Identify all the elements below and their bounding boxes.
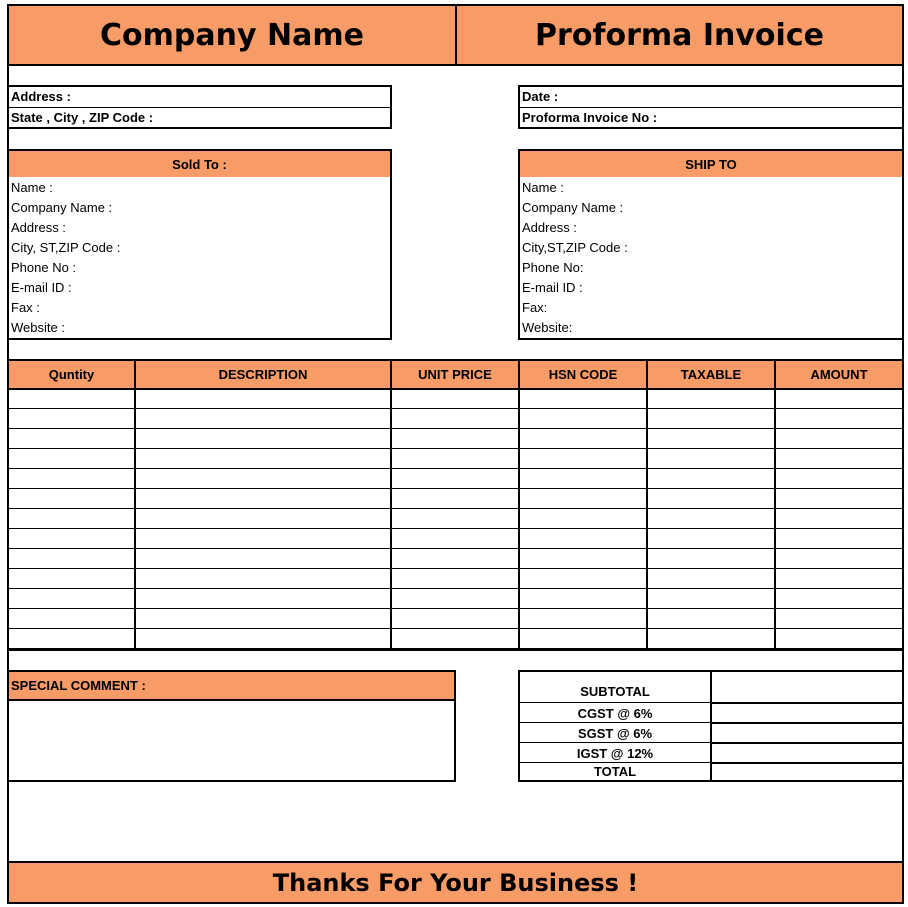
col-header-amount: AMOUNT <box>810 367 868 382</box>
table-cell[interactable] <box>392 549 520 569</box>
table-cell[interactable] <box>776 469 902 489</box>
company-name: Company Name <box>100 17 364 53</box>
divider <box>520 742 902 743</box>
table-cell[interactable] <box>520 409 648 429</box>
invoice-no-label: Proforma Invoice No : <box>522 110 658 125</box>
table-cell[interactable] <box>136 429 392 449</box>
sold-to-address-label: Address : <box>11 220 66 235</box>
ship-to-name-label: Name : <box>522 180 564 195</box>
sold-to-box <box>7 177 392 340</box>
table-cell[interactable] <box>9 609 136 629</box>
table-cell[interactable] <box>520 629 648 649</box>
table-cell[interactable] <box>648 549 776 569</box>
total-value[interactable] <box>712 763 902 780</box>
table-cell[interactable] <box>136 469 392 489</box>
sold-to-title-cell <box>7 149 392 179</box>
special-comment-label: SPECIAL COMMENT : <box>11 678 146 693</box>
sold-to-company-label: Company Name : <box>11 200 113 215</box>
ship-to-title: SHIP TO <box>685 156 737 172</box>
table-cell[interactable] <box>392 429 520 449</box>
ship-to-address-label: Address : <box>522 220 577 235</box>
sold-to-website-label: Website : <box>11 320 65 335</box>
table-row <box>9 389 902 409</box>
table-cell[interactable] <box>136 489 392 509</box>
table-cell[interactable] <box>776 549 902 569</box>
footer-cell <box>7 861 904 904</box>
sgst-value[interactable] <box>712 723 902 744</box>
table-row <box>9 469 902 489</box>
ship-to-website-label: Website: <box>522 320 573 335</box>
table-cell[interactable] <box>9 449 136 469</box>
table-cell[interactable] <box>392 529 520 549</box>
table-cell[interactable] <box>392 589 520 609</box>
table-cell[interactable] <box>520 449 648 469</box>
table-cell[interactable] <box>648 489 776 509</box>
table-cell[interactable] <box>136 389 392 409</box>
table-cell[interactable] <box>776 449 902 469</box>
sold-to-email-label: E-mail ID : <box>11 280 72 295</box>
table-cell[interactable] <box>520 609 648 629</box>
ship-to-company-label: Company Name : <box>522 200 624 215</box>
table-cell[interactable] <box>136 409 392 429</box>
table-cell[interactable] <box>392 489 520 509</box>
seller-address-label: Address : <box>11 89 71 104</box>
seller-state-city-zip-label: State , City , ZIP Code : <box>11 110 154 125</box>
table-row <box>9 589 902 609</box>
sold-to-name-label: Name : <box>11 180 53 195</box>
table-cell[interactable] <box>392 569 520 589</box>
sold-to-title: Sold To : <box>172 156 227 172</box>
table-row <box>9 569 902 589</box>
doc-title-cell <box>455 4 904 66</box>
table-cell[interactable] <box>520 389 648 409</box>
invoice-meta-box <box>518 85 904 129</box>
table-cell[interactable] <box>9 629 136 649</box>
table-cell[interactable] <box>136 449 392 469</box>
table-cell[interactable] <box>648 469 776 489</box>
table-row <box>9 609 902 629</box>
table-cell[interactable] <box>9 569 136 589</box>
items-table-body <box>7 389 904 651</box>
table-cell[interactable] <box>776 509 902 529</box>
table-cell[interactable] <box>392 469 520 489</box>
table-cell[interactable] <box>136 509 392 529</box>
table-row <box>9 489 902 509</box>
table-cell[interactable] <box>520 529 648 549</box>
table-cell[interactable] <box>9 489 136 509</box>
table-cell[interactable] <box>9 589 136 609</box>
table-cell[interactable] <box>136 609 392 629</box>
items-table-header <box>7 359 904 390</box>
cgst-value[interactable] <box>712 703 902 724</box>
table-cell[interactable] <box>776 409 902 429</box>
special-comment-title-cell <box>7 670 456 701</box>
col-header-unit-price: UNIT PRICE <box>392 361 520 388</box>
table-cell[interactable] <box>776 389 902 409</box>
table-cell[interactable] <box>776 589 902 609</box>
table-cell[interactable] <box>648 449 776 469</box>
table-cell[interactable] <box>520 469 648 489</box>
table-row <box>9 409 902 429</box>
table-cell[interactable] <box>136 589 392 609</box>
table-cell[interactable] <box>648 529 776 549</box>
table-cell[interactable] <box>520 569 648 589</box>
table-cell[interactable] <box>136 629 392 649</box>
igst-value[interactable] <box>712 743 902 764</box>
table-cell[interactable] <box>648 389 776 409</box>
ship-to-fax-label: Fax: <box>522 300 548 315</box>
company-name-cell <box>7 4 457 66</box>
table-cell[interactable] <box>648 569 776 589</box>
table-cell[interactable] <box>776 429 902 449</box>
table-cell[interactable] <box>9 529 136 549</box>
ship-to-city-label: City,ST,ZIP Code : <box>522 240 628 255</box>
table-cell[interactable] <box>776 529 902 549</box>
table-cell[interactable] <box>776 489 902 509</box>
table-cell[interactable] <box>520 429 648 449</box>
table-cell[interactable] <box>392 389 520 409</box>
table-cell[interactable] <box>392 409 520 429</box>
table-row <box>9 529 902 549</box>
subtotal-label: SUBTOTAL <box>520 672 712 703</box>
table-row <box>9 549 902 569</box>
table-row <box>9 429 902 449</box>
ship-to-email-label: E-mail ID : <box>522 280 583 295</box>
table-cell[interactable] <box>648 429 776 449</box>
table-cell[interactable] <box>520 489 648 509</box>
divider <box>9 107 390 108</box>
sold-to-city-label: City, ST,ZIP Code : <box>11 240 121 255</box>
ship-to-phone-label: Phone No: <box>522 260 584 275</box>
table-cell[interactable] <box>520 549 648 569</box>
table-cell[interactable] <box>776 569 902 589</box>
table-row <box>9 629 902 649</box>
table-row <box>9 449 902 469</box>
cgst-label: CGST @ 6% <box>520 703 712 723</box>
divider <box>520 107 902 108</box>
table-cell[interactable] <box>520 509 648 529</box>
table-cell[interactable] <box>136 569 392 589</box>
sold-to-phone-label: Phone No : <box>11 260 77 275</box>
sold-to-fax-label: Fax : <box>11 300 40 315</box>
subtotal-value[interactable] <box>712 672 902 704</box>
table-cell[interactable] <box>648 589 776 609</box>
special-comment-area[interactable] <box>7 699 456 782</box>
footer-message: Thanks For Your Business ! <box>272 868 639 897</box>
col-header-hsn-code: HSN CODE <box>520 361 648 388</box>
igst-label: IGST @ 12% <box>520 743 712 763</box>
table-cell[interactable] <box>392 509 520 529</box>
divider <box>520 762 902 763</box>
sgst-label: SGST @ 6% <box>520 723 712 743</box>
table-cell[interactable] <box>648 509 776 529</box>
date-label: Date : <box>522 89 559 104</box>
ship-to-box <box>518 177 904 340</box>
table-cell[interactable] <box>9 469 136 489</box>
table-cell[interactable] <box>136 529 392 549</box>
table-cell[interactable] <box>9 389 136 409</box>
divider <box>520 722 902 723</box>
totals-box <box>518 670 904 782</box>
table-cell[interactable] <box>9 509 136 529</box>
table-cell[interactable] <box>648 609 776 629</box>
doc-title: Proforma Invoice <box>535 17 824 53</box>
table-cell[interactable] <box>776 609 902 629</box>
table-cell[interactable] <box>392 609 520 629</box>
table-cell[interactable] <box>9 409 136 429</box>
table-cell[interactable] <box>648 629 776 649</box>
table-cell[interactable] <box>776 629 902 649</box>
col-header-taxable: TAXABLE <box>648 361 776 388</box>
col-header-quantity: Quntity <box>9 361 136 388</box>
table-cell[interactable] <box>520 589 648 609</box>
table-cell[interactable] <box>9 549 136 569</box>
table-row <box>9 509 902 529</box>
ship-to-title-cell <box>518 149 904 179</box>
col-header-description: DESCRIPTION <box>136 361 392 388</box>
table-cell[interactable] <box>392 629 520 649</box>
table-cell[interactable] <box>392 449 520 469</box>
total-label: TOTAL <box>520 763 712 780</box>
table-cell[interactable] <box>9 429 136 449</box>
seller-address-box <box>7 85 392 129</box>
table-cell[interactable] <box>136 549 392 569</box>
table-cell[interactable] <box>648 409 776 429</box>
